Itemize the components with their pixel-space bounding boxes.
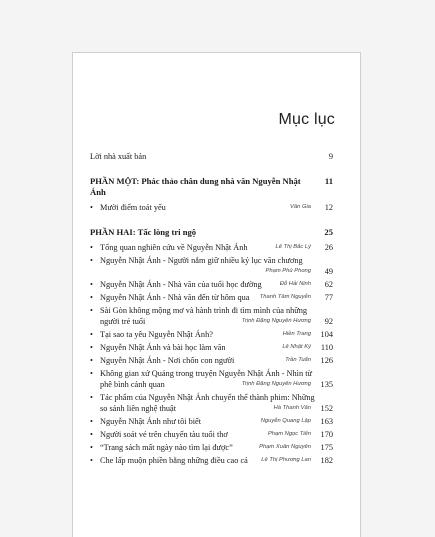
toc-entry-title: Nguyễn Nhật Ánh - Người nắm giữ nhiều kỷ lục văn chương [100,256,303,265]
toc-entry-author: Thanh Tâm Nguyễn [259,294,311,300]
toc-entry-page: 104 [320,330,333,339]
toc-part-heading [90,176,333,198]
bullet-icon: • [90,393,93,402]
bullet-icon: • [90,293,93,302]
toc-entry-page: 170 [320,430,333,439]
toc-entry-page: 110 [320,343,333,352]
toc-entry-page: 163 [320,417,333,426]
toc-entry-author: Lê Nhật Ký [282,344,311,350]
toc-entry-page: 62 [324,280,333,289]
bullet-icon: • [90,443,93,452]
toc-entry-author: Lê Thị Bắc Lý [275,244,311,250]
toc-entry-page: 135 [320,380,333,389]
toc-entry [90,429,333,440]
toc-entry [90,416,333,427]
toc-entry [90,342,333,353]
toc-entry-title: “Trang sách mất ngày nào tìm lại được” [100,443,233,452]
toc-entry-page: 11 [324,176,333,186]
bullet-icon: • [90,256,93,265]
toc-entry [90,305,333,327]
toc-entry [90,442,333,453]
toc-entry-author: Phạm Phú Phong [265,268,311,274]
toc-entry-page: 49 [324,267,333,276]
toc-entry-author: Đỗ Hải Ninh [279,281,311,287]
toc-entry-title: Mười điểm toát yếu [100,203,166,212]
toc-entry-author: Hà Thanh Vân [273,405,311,411]
toc-part-heading [90,227,333,238]
toc-entry-author: Phạm Ngọc Tiến [267,431,311,437]
toc-entry-page: 26 [324,243,333,252]
toc-entry-page: 152 [320,404,333,413]
bullet-icon: • [90,369,93,378]
toc-entry-author: Trịnh Đặng Nguyên Hương [241,381,311,387]
toc-entry-page: 25 [324,227,333,237]
toc-entry-author: Phạm Xuân Nguyên [259,444,311,450]
toc-part-title: PHẦN HAI: Tấc lòng tri ngộ [90,227,197,237]
toc-entry-title: Tổng quan nghiên cứu về Nguyễn Nhật Ánh [100,243,248,252]
toc-part-title: PHẦN MỘT: Phác thảo chân dung nhà văn Nguyễn Nhật Ánh [90,176,301,197]
toc-entry-page: 175 [320,443,333,452]
toc-entry-title: Nguyễn Nhật Ánh - Nhà văn đến từ hôm qua [100,293,250,302]
toc-entry-title: Tác phẩm của Nguyễn Nhật Ánh chuyển thể thành phim: Những so sánh liên nghệ thuật [100,393,315,413]
bullet-icon: • [90,203,93,212]
document-page [72,52,361,537]
toc-entry [90,355,333,366]
toc-entry-author: Trần Tuấn [285,357,311,363]
toc-entry-title: Tại sao ta yêu Nguyễn Nhật Ánh? [100,330,213,339]
bullet-icon: • [90,456,93,465]
bullet-icon: • [90,356,93,365]
toc-entry-title: Nguyễn Nhật Ánh như tôi biết [100,417,202,426]
bullet-icon: • [90,343,93,352]
toc-entry [90,368,333,390]
toc-entry-page: 182 [320,456,333,465]
toc-entry-page: 126 [320,356,333,365]
toc-entry-page: 12 [324,203,333,212]
toc-entry [90,455,333,466]
toc-entry-page: 77 [324,293,333,302]
table-of-contents [90,151,333,468]
toc-entry [90,255,333,277]
toc-entry-title: Lời nhà xuất bản [90,152,147,161]
toc-entry-author: Trịnh Đặng Nguyên Hương [241,318,311,324]
toc-entry-author: Vân Gia [290,204,311,210]
bullet-icon: • [90,280,93,289]
toc-entry [90,151,333,162]
toc-entry [90,279,333,290]
toc-entry-title: Nguyễn Nhật Ánh - Nhà văn của tuổi học đường [100,280,262,289]
bullet-icon: • [90,417,93,426]
toc-entry [90,202,333,213]
bullet-icon: • [90,306,93,315]
toc-entry-author: Hiền Trang [282,331,311,337]
toc-entry-title: Sài Gòn không mộng mơ và hành trình đi tìm mình của những người trẻ tuổi [100,306,308,326]
toc-entry-page: 9 [328,152,333,161]
toc-entry-author: Nguyễn Quang Lập [260,418,311,424]
toc-entry-page: 92 [324,317,333,326]
bullet-icon: • [90,243,93,252]
toc-entry-title: Nguyễn Nhật Ánh và bài học làm văn [100,343,226,352]
toc-entry-title: Người soát vé trên chuyến tàu tuổi thơ [100,430,228,439]
toc-entry [90,242,333,253]
toc-entry-author: Lê Thị Phương Lan [261,457,311,463]
toc-entry-title: Không gian xứ Quảng trong truyện Nguyễn Nhật Ánh - Nhìn từ phê bình cảnh quan [100,369,313,389]
toc-entry-title: Che lấp muộn phiền bằng những điều cao cả [100,456,248,465]
page-title: Mục lục [278,111,335,128]
bullet-icon: • [90,330,93,339]
bullet-icon: • [90,430,93,439]
toc-entry-title: Nguyễn Nhật Ánh - Nơi chốn con người [100,356,235,365]
toc-entry [90,292,333,303]
toc-entry [90,329,333,340]
toc-entry [90,392,333,414]
